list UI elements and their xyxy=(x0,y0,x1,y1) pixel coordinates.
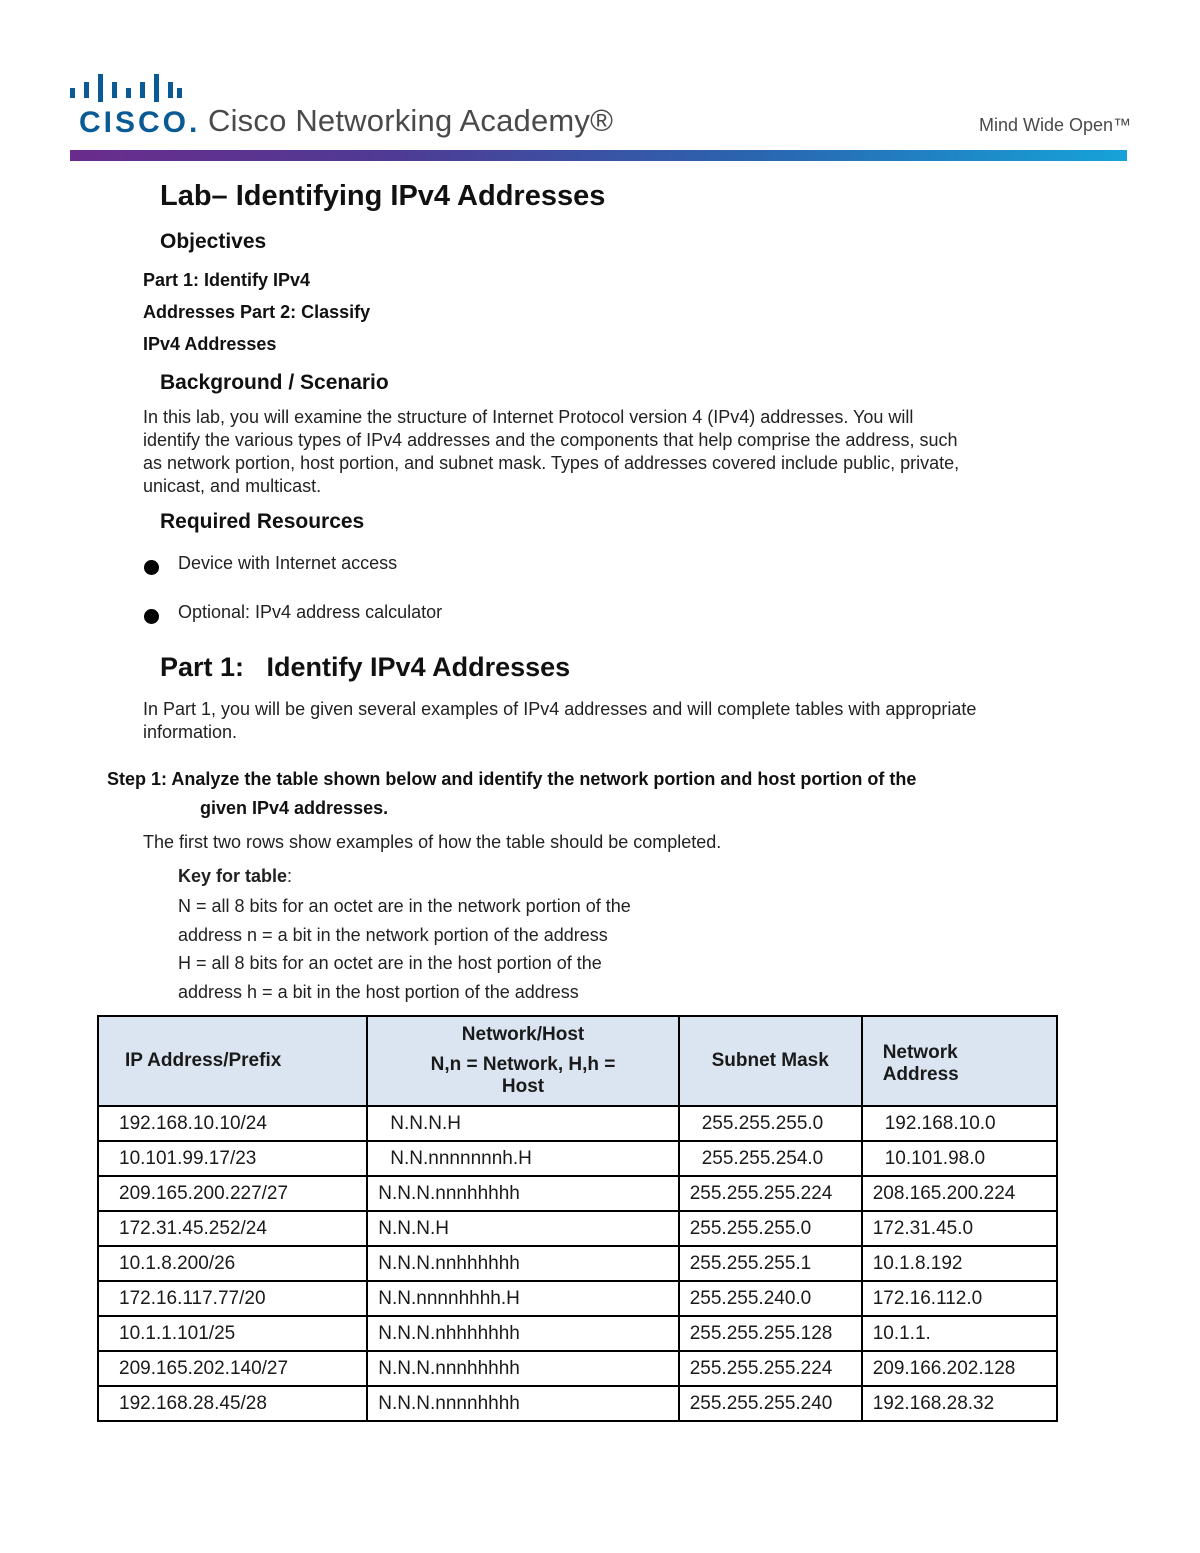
background-paragraph xyxy=(143,406,1103,498)
cell-mask: 255.255.255.0 xyxy=(679,1211,862,1246)
key-label: Key for table xyxy=(178,866,288,886)
part1-intro-line: In Part 1, you will be given several examples of IPv4 addresses and will complete tables with appropriate xyxy=(143,699,977,719)
objective-line: Part 1: Identify IPv4 xyxy=(143,270,311,290)
cell-ip: 192.168.10.10/24 xyxy=(98,1106,367,1141)
step1-line: Step 1: Analyze the table shown below and identify the network portion and host portion of the xyxy=(107,769,917,789)
cell-ip: 209.165.202.140/27 xyxy=(98,1351,367,1386)
objective-line: Addresses Part 2: Classify xyxy=(143,302,371,322)
cell-network-host: N.N.N.nnnhhhhh xyxy=(367,1351,678,1386)
header-ip-prefix: IP Address/Prefix xyxy=(98,1016,367,1106)
table-row xyxy=(98,1281,1057,1316)
table-row xyxy=(98,1141,1057,1176)
part1-heading: Part 1: Identify IPv4 Addresses xyxy=(160,652,571,682)
cell-network-address: 208.165.200.224 xyxy=(862,1176,1057,1211)
key-line: address h = a bit in the host portion of the address xyxy=(178,982,579,1002)
objective-line: IPv4 Addresses xyxy=(143,334,277,354)
key-label-line xyxy=(178,866,292,887)
cell-network-address: 10.1.8.192 xyxy=(862,1246,1057,1281)
tagline: Mind Wide Open™ xyxy=(979,115,1132,135)
cell-network-host: N.N.N.nnnnhhhh xyxy=(367,1386,678,1421)
cell-network-host: N.N.N.H xyxy=(367,1211,678,1246)
header-line: Network/Host xyxy=(461,1024,585,1045)
cisco-logo-bars-icon xyxy=(70,74,182,104)
table-header-row xyxy=(98,1016,1057,1106)
objectives-heading: Objectives xyxy=(160,230,267,253)
academy-name: Cisco Networking Academy® xyxy=(208,103,614,138)
cell-network-address: 192.168.10.0 xyxy=(862,1106,1057,1141)
bullet-icon xyxy=(144,560,159,575)
background-line: unicast, and multicast. xyxy=(143,476,322,496)
cell-mask: 255.255.255.1 xyxy=(679,1246,862,1281)
cell-network-address: 172.31.45.0 xyxy=(862,1211,1057,1246)
table-row xyxy=(98,1211,1057,1246)
cell-network-host: N.N.nnnnhhhh.H xyxy=(367,1281,678,1316)
page-title: Lab– Identifying IPv4 Addresses xyxy=(160,180,606,212)
cell-mask: 255.255.254.0 xyxy=(679,1141,862,1176)
table-row xyxy=(98,1351,1057,1386)
background-line: identify the various types of IPv4 addresses and the components that help comprise the address, such xyxy=(143,430,958,450)
step1-heading xyxy=(107,765,916,823)
background-line: as network portion, host portion, and subnet mask. Types of addresses covered include public, private, xyxy=(143,453,960,473)
table-row xyxy=(98,1176,1057,1211)
table-row xyxy=(98,1386,1057,1421)
cell-network-address: 192.168.28.32 xyxy=(862,1386,1057,1421)
cell-mask: 255.255.255.224 xyxy=(679,1351,862,1386)
cell-ip: 10.1.1.101/25 xyxy=(98,1316,367,1351)
step1-line: given IPv4 addresses. xyxy=(200,798,389,818)
cell-network-host: N.N.N.H xyxy=(367,1106,678,1141)
cell-mask: 255.255.255.0 xyxy=(679,1106,862,1141)
key-line: N = all 8 bits for an octet are in the network portion of the xyxy=(178,896,631,916)
cell-ip: 172.31.45.252/24 xyxy=(98,1211,367,1246)
key-line: H = all 8 bits for an octet are in the host portion of the xyxy=(178,953,602,973)
resources-heading: Required Resources xyxy=(160,510,365,533)
example-note: The first two rows show examples of how the table should be completed. xyxy=(143,832,722,852)
key-line: address n = a bit in the network portion of the address xyxy=(178,925,608,945)
part1-intro-line: information. xyxy=(143,722,238,742)
header-line: Network xyxy=(882,1042,958,1063)
cisco-logo: CISCO. xyxy=(79,106,201,139)
cell-network-address: 209.166.202.128 xyxy=(862,1351,1057,1386)
cell-ip: 10.101.99.17/23 xyxy=(98,1141,367,1176)
resource-item: Optional: IPv4 address calculator xyxy=(178,602,443,622)
cell-mask: 255.255.255.224 xyxy=(679,1176,862,1211)
header-subnet-mask: Subnet Mask xyxy=(679,1016,862,1106)
header-line: Address xyxy=(882,1064,959,1085)
cell-network-host: N.N.N.nhhhhhhh xyxy=(367,1316,678,1351)
part1-intro xyxy=(143,698,1103,744)
cell-network-address: 10.1.1. xyxy=(862,1316,1057,1351)
cell-ip: 172.16.117.77/20 xyxy=(98,1281,367,1316)
key-colon: : xyxy=(287,866,293,886)
cell-mask: 255.255.255.240 xyxy=(679,1386,862,1421)
table-row xyxy=(98,1246,1057,1281)
resource-item: Device with Internet access xyxy=(178,553,398,573)
header-color-bar xyxy=(70,150,1127,161)
cell-mask: 255.255.255.128 xyxy=(679,1316,862,1351)
cell-network-host: N.N.N.nnhhhhhh xyxy=(367,1246,678,1281)
cell-mask: 255.255.240.0 xyxy=(679,1281,862,1316)
cell-ip: 209.165.200.227/27 xyxy=(98,1176,367,1211)
cell-ip: 192.168.28.45/28 xyxy=(98,1386,367,1421)
header-line: N,n = Network, H,h = xyxy=(430,1054,616,1075)
bullet-icon xyxy=(144,609,159,624)
cell-network-host: N.N.nnnnnnnh.H xyxy=(367,1141,678,1176)
background-heading: Background / Scenario xyxy=(160,371,389,394)
header-network-host xyxy=(367,1016,678,1106)
cell-network-address: 10.101.98.0 xyxy=(862,1141,1057,1176)
cell-network-host: N.N.N.nnnhhhhh xyxy=(367,1176,678,1211)
ip-address-table xyxy=(97,1015,1058,1422)
table-row xyxy=(98,1106,1057,1141)
header-network-address xyxy=(862,1016,1057,1106)
background-line: In this lab, you will examine the structure of Internet Protocol version 4 (IPv4) addresses. You will xyxy=(143,407,914,427)
table-row xyxy=(98,1316,1057,1351)
cell-ip: 10.1.8.200/26 xyxy=(98,1246,367,1281)
header-line: Host xyxy=(501,1076,545,1097)
cell-network-address: 172.16.112.0 xyxy=(862,1281,1057,1316)
